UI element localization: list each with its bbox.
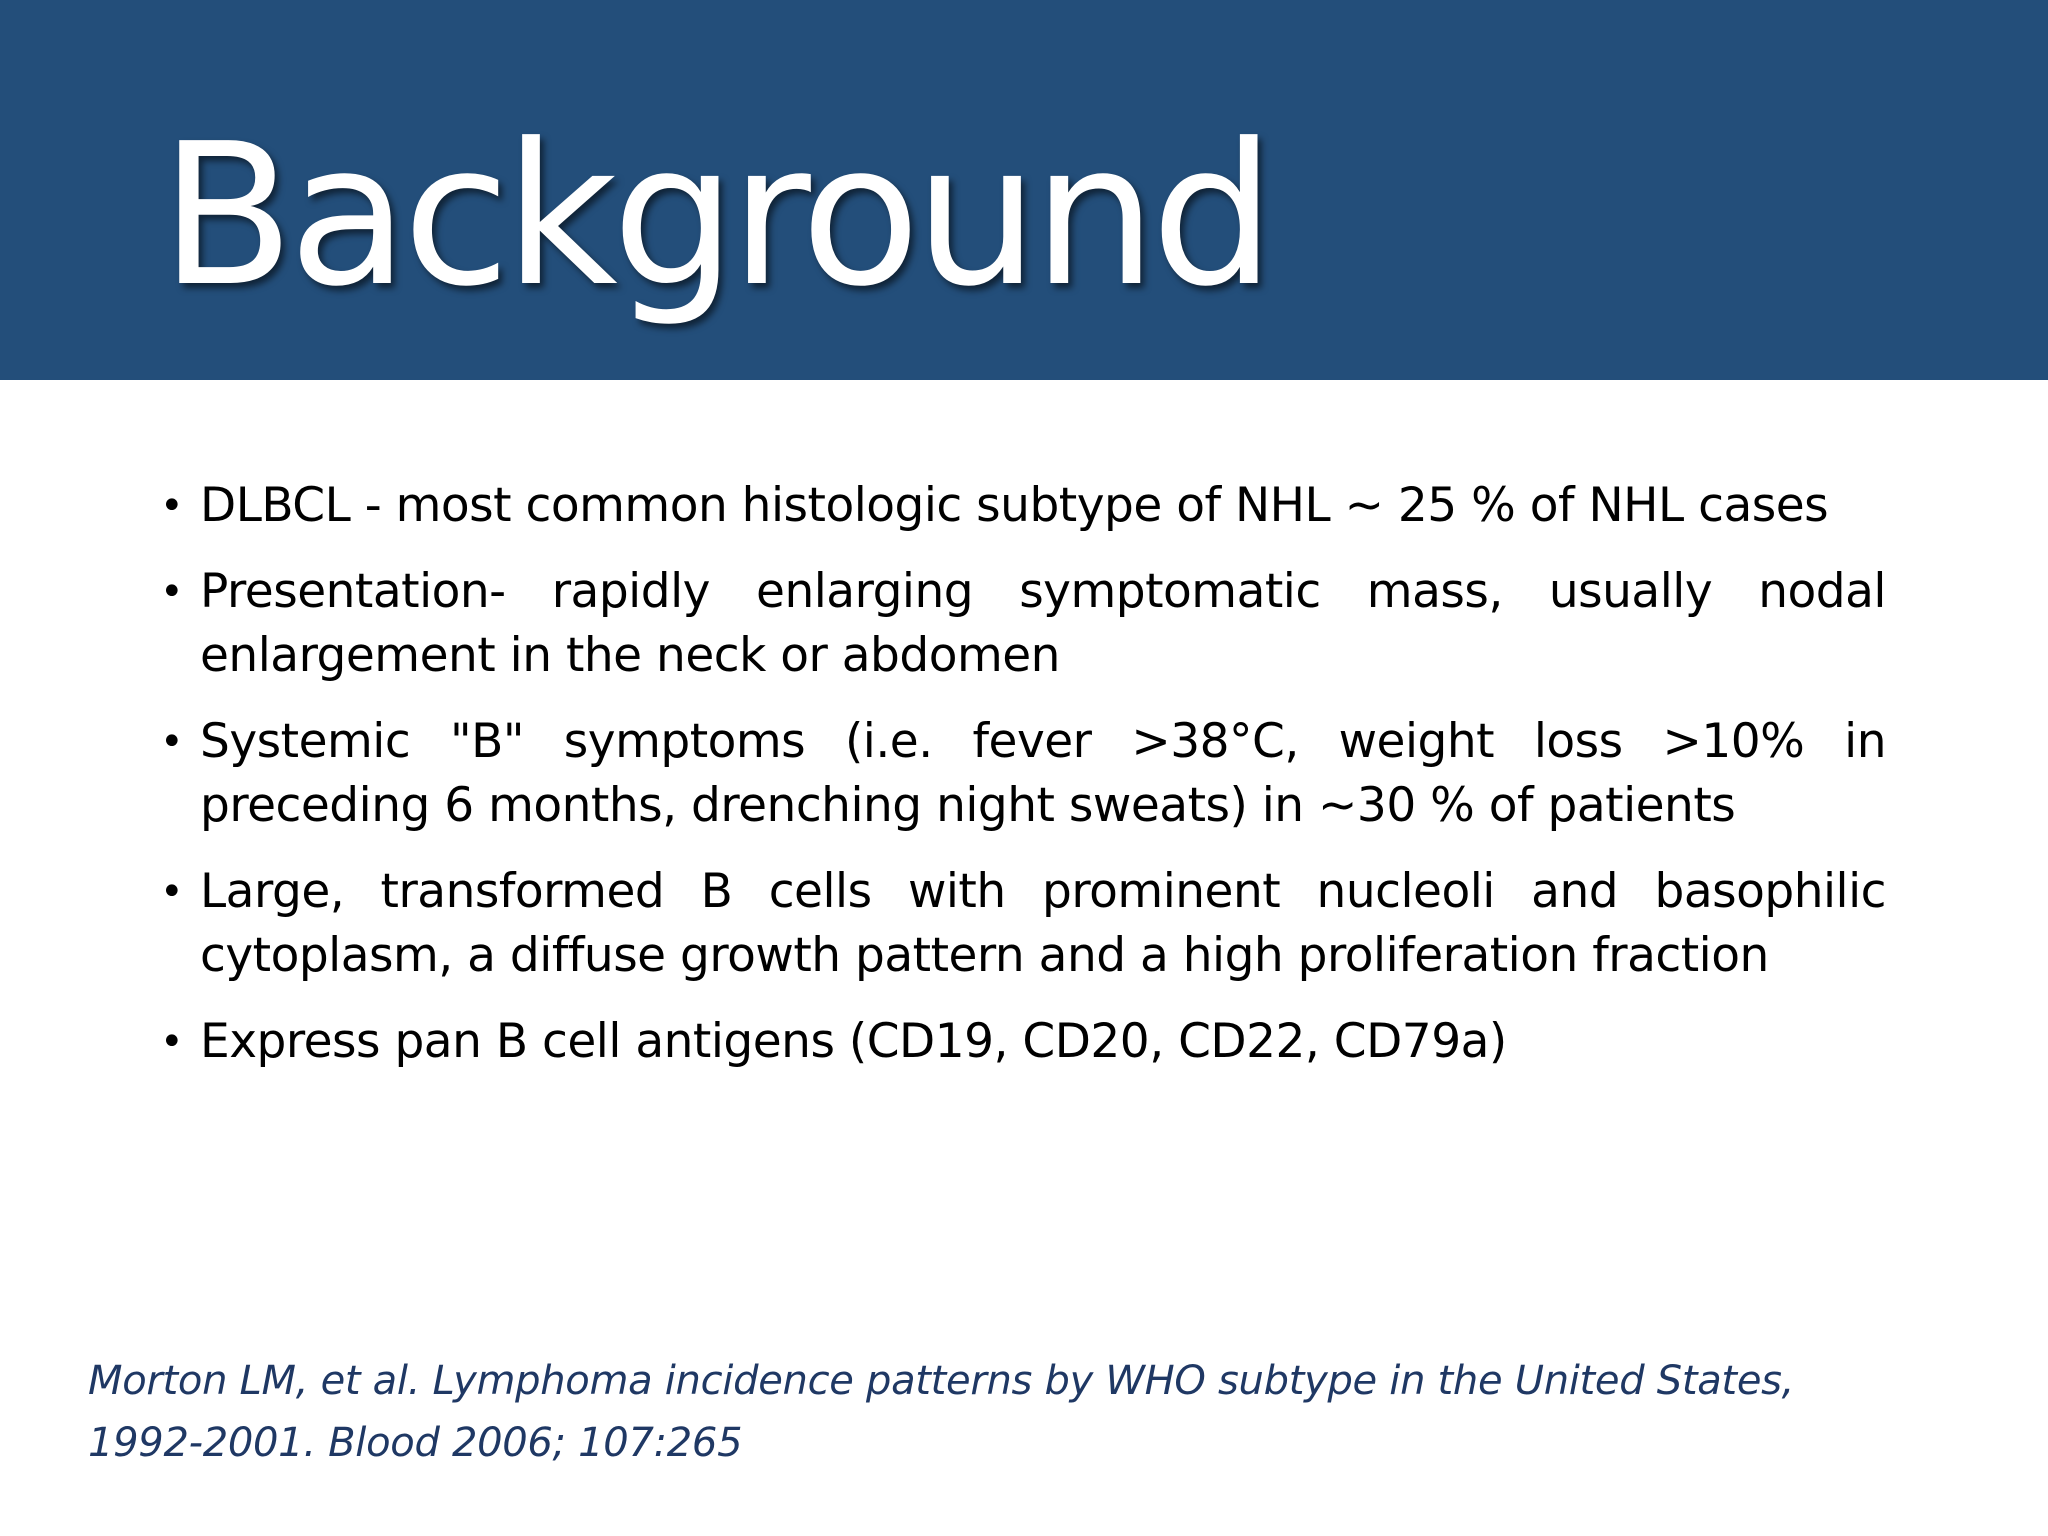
- bullet-item: [160, 474, 1886, 538]
- citation-line-1: Morton LM, et al. Lymphoma incidence patterns by WHO subtype in the United States,: [88, 1358, 1795, 1404]
- bullet-item: [160, 1010, 1886, 1074]
- bullet-list: [160, 474, 1886, 1096]
- bullet-marker: •: [160, 1019, 184, 1065]
- bullet-marker: •: [160, 869, 184, 915]
- bullet-marker: •: [160, 569, 184, 615]
- bullet-text: Large, transformed B cells with prominent nucleoli and basophilic cytoplasm, a diffuse growth pattern and a high proliferation fraction: [200, 864, 1886, 983]
- bullet-text: Presentation- rapidly enlarging symptomatic mass, usually nodal enlargement in the neck or abdomen: [200, 564, 1886, 683]
- bullet-text: Systemic "B" symptoms (i.e. fever >38°C, weight loss >10% in preceding 6 months, drenching night sweats) in ~30 % of patients: [200, 714, 1886, 833]
- citation: [88, 1350, 1988, 1474]
- slide-title: Background: [160, 102, 1270, 330]
- bullet-item: [160, 560, 1886, 688]
- bullet-item: [160, 710, 1886, 838]
- bullet-text: DLBCL - most common histologic subtype of NHL ~ 25 % of NHL cases: [200, 478, 1829, 533]
- bullet-item: [160, 860, 1886, 988]
- title-banner: [0, 0, 2048, 380]
- bullet-text: Express pan B cell antigens (CD19, CD20, CD22, CD79a): [200, 1014, 1507, 1069]
- citation-line-2: 1992-2001. Blood 2006; 107:265: [88, 1420, 743, 1466]
- bullet-marker: •: [160, 483, 184, 529]
- bullet-marker: •: [160, 719, 184, 765]
